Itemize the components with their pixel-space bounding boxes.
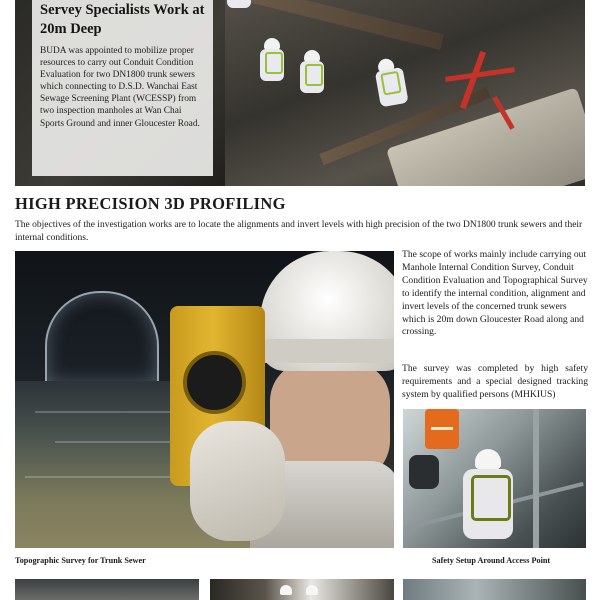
worker-figure — [260, 38, 284, 82]
hero-title: Servey Specialists Work at 20m Deep — [40, 2, 205, 37]
hero-text-box — [32, 0, 213, 176]
surveyor-glove — [190, 421, 285, 541]
scope-paragraph: The scope of works mainly include carrying out Manhole Internal Condition Survey, Conduit Condition Evaluation and Topographical Survey to identify the internal condition, alignment and invert levels of the concerned trunk sewers which is 20m down Gloucester Road along and crossing. — [402, 249, 588, 338]
hero-paragraph: BUDA was appointed to mobilize proper resources to carry out Conduit Condition Evaluation for two DN1800 trunk sewers which connecting to D.S.D. Wanchai East Sewage Screening Plant (WCESSP) from two inspection manholes at Wan Chai Sports Ground and inner Gloucester Road. — [40, 46, 200, 129]
bottom-photo-1 — [15, 579, 199, 600]
instrument-lens — [183, 351, 246, 414]
worker-helmet — [280, 585, 292, 595]
sewer-tunnel — [45, 291, 159, 383]
intro-paragraph: The objectives of the investigation works are to locate the alignments and invert levels with high precision of the two DN1800 trunk sewers and their internal conditions. — [15, 220, 583, 243]
bottom-photo-2 — [210, 579, 394, 600]
breathing-apparatus — [409, 455, 439, 489]
worker-figure — [227, 0, 251, 14]
worker-helmet — [306, 585, 318, 595]
worker-orange-vest — [425, 409, 459, 449]
caption-topographic-survey: Topographic Survey for Trunk Sewer — [15, 556, 146, 565]
helmet-brim — [247, 339, 394, 363]
section-title: HIGH PRECISION 3D PROFILING — [15, 194, 286, 213]
bottom-photo-3 — [403, 579, 586, 600]
safety-setup-photo — [403, 409, 586, 548]
topographic-survey-photo — [15, 251, 394, 548]
worker-figure — [300, 50, 324, 94]
safety-paragraph: The survey was completed by high safety requirements and a special designed tracking system by qualified persons (MHKIUS) — [402, 363, 588, 400]
worker-helmet — [475, 449, 501, 469]
water-ripple — [35, 411, 185, 413]
water-ripple — [55, 441, 175, 443]
access-frame — [533, 409, 539, 548]
caption-safety-setup: Safety Setup Around Access Point — [432, 556, 551, 565]
safety-harness — [471, 475, 511, 521]
